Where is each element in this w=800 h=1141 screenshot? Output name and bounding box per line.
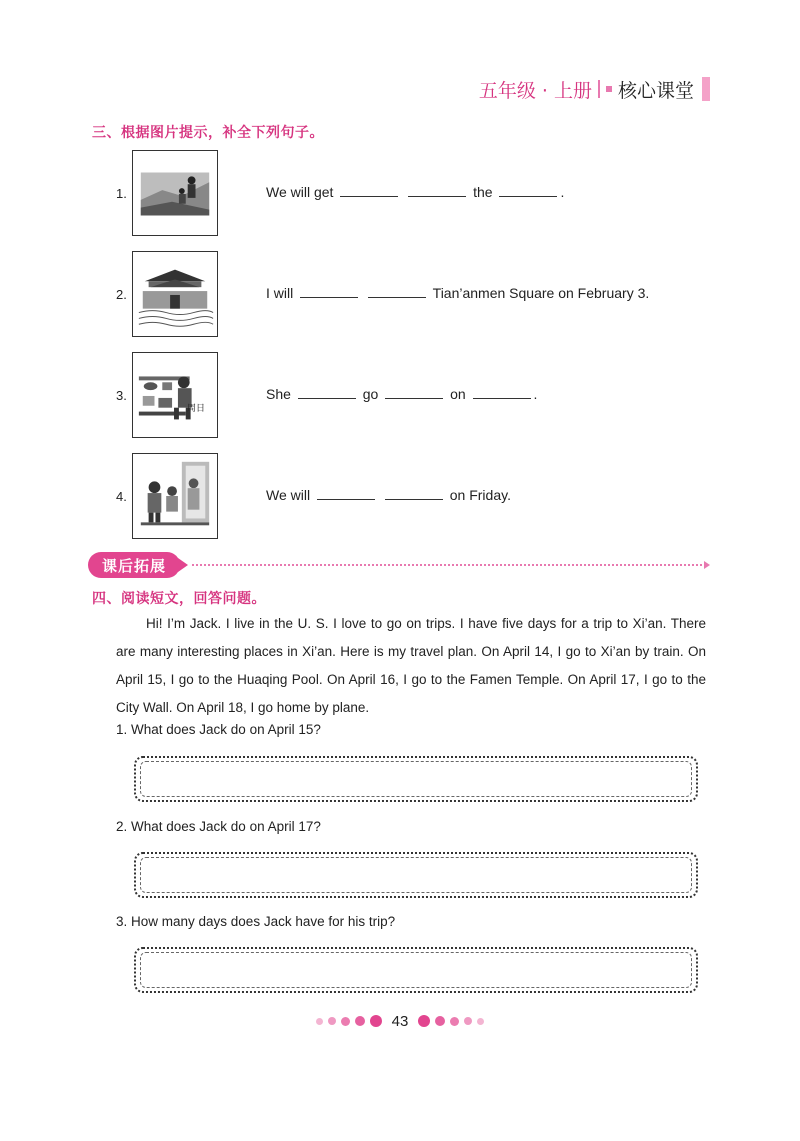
answer-blank[interactable] <box>340 184 398 197</box>
sentence-3 <box>266 386 537 402</box>
item-number: 3. <box>116 388 127 403</box>
tiananmen-picture <box>132 251 218 337</box>
footer-dot-icon <box>418 1015 430 1027</box>
header-tab-marker <box>702 77 710 101</box>
sentence-text: on <box>450 386 466 402</box>
answer-blank[interactable] <box>368 285 426 298</box>
answer-blank[interactable] <box>385 487 443 500</box>
answer-blank[interactable] <box>473 386 531 399</box>
answer-box-2[interactable] <box>134 852 698 898</box>
section4-title: 四、阅读短文，回答问题。 <box>92 591 266 607</box>
visit-grandparents-picture <box>132 453 218 539</box>
banner-dotted-line <box>192 564 702 566</box>
answer-blank[interactable] <box>300 285 358 298</box>
footer-dot-icon <box>477 1018 484 1025</box>
course-label: 核心课堂 <box>617 79 694 102</box>
reading-passage <box>116 610 706 722</box>
sentence-text: the <box>473 184 493 200</box>
answer-blank[interactable] <box>408 184 466 197</box>
hiking-picture <box>132 150 218 236</box>
sentence-1 <box>266 184 564 200</box>
shopping-picture <box>132 352 218 438</box>
banner-label: 课后拓展 <box>88 552 180 578</box>
sentence-text: We will get <box>266 184 334 200</box>
footer-dot-icon <box>450 1017 459 1026</box>
question-1: 1. What does Jack do on April 15? <box>116 722 321 737</box>
question-3: 3. How many days does Jack have for his trip? <box>116 914 396 929</box>
footer-dot-icon <box>355 1016 365 1026</box>
sentence-text: Tian’anmen Square on February 3. <box>432 285 650 301</box>
footer-dot-icon <box>328 1017 336 1025</box>
grade-label: 五年级 · 上册 <box>478 79 592 102</box>
sentence-2 <box>266 285 649 301</box>
header-divider <box>598 80 600 98</box>
footer-dot-icon <box>316 1018 323 1025</box>
question-2: 2. What does Jack do on April 17? <box>116 819 321 834</box>
picture-caption: 周日 <box>187 404 206 414</box>
exercise-item-2 <box>116 251 716 339</box>
footer-dot-icon <box>370 1015 382 1027</box>
extension-banner <box>88 552 712 580</box>
footer-dot-icon <box>341 1017 350 1026</box>
item-number: 1. <box>116 186 127 201</box>
answer-blank[interactable] <box>298 386 356 399</box>
section3-title: 三、根据图片提示，补全下列句子。 <box>92 125 324 141</box>
banner-arrow-icon <box>178 558 188 572</box>
sentence-text: I will <box>266 285 294 301</box>
sentence-text: go <box>362 386 379 402</box>
page-header <box>479 74 710 104</box>
page-footer <box>0 1011 800 1031</box>
exercise-item-1 <box>116 150 716 238</box>
answer-blank[interactable] <box>317 487 375 500</box>
page-number: 43 <box>391 1012 409 1030</box>
answer-box-1[interactable] <box>134 756 698 802</box>
item-number: 2. <box>116 287 127 302</box>
passage-text: Hi! I’m Jack. I live in the U. S. I love to go on trips. I have five days for a trip to Xi’an. There are many interesting places in Xi’an. Here is my travel plan. On April 14, I go to Xi’an by train. On April 15, I go to the Huaqing Pool. On April 16, I go to the Famen Temple. On April 17, I go to the City Wall. On April 18, I go home by plane. <box>116 616 706 715</box>
sentence-text: We will <box>266 487 311 503</box>
answer-blank[interactable] <box>385 386 443 399</box>
footer-dot-icon <box>435 1016 445 1026</box>
sentence-text: on Friday. <box>449 487 511 503</box>
answer-blank[interactable] <box>499 184 557 197</box>
sentence-text: . <box>560 184 565 200</box>
exercise-item-3 <box>116 352 716 440</box>
exercise-item-4 <box>116 453 716 541</box>
sentence-4 <box>266 487 511 503</box>
answer-box-3[interactable] <box>134 947 698 993</box>
sentence-text: She <box>266 386 291 402</box>
footer-dot-icon <box>464 1017 472 1025</box>
header-square-icon <box>606 86 612 92</box>
banner-end-arrow-icon <box>704 561 710 569</box>
item-number: 4. <box>116 489 127 504</box>
sentence-text: . <box>533 386 538 402</box>
